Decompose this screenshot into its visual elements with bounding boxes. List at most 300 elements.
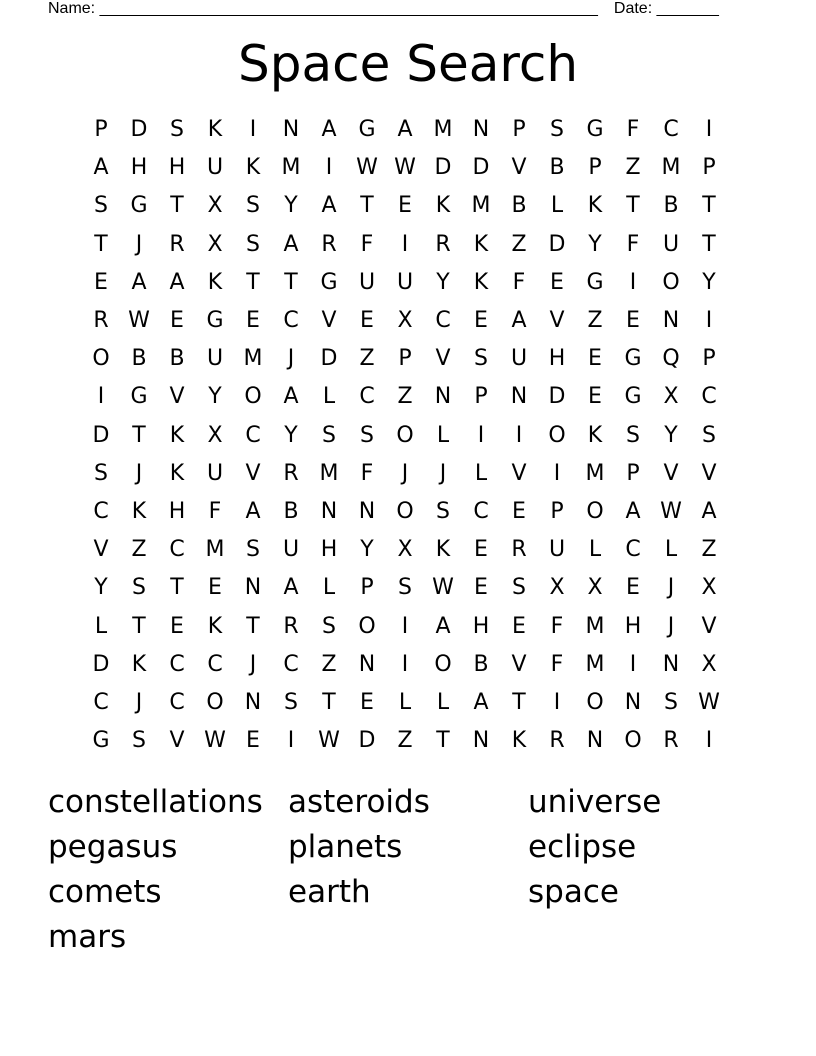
grid-cell: N [320,498,338,524]
grid-cell: N [358,651,376,677]
grid-cell: K [131,498,147,524]
grid-cell: N [586,728,604,754]
grid-cell: D [434,155,452,181]
grid-cell: V [511,155,527,181]
grid-cell: D [92,422,110,448]
grid-cell: T [360,193,374,219]
grid-cell: Z [359,346,375,372]
grid-cell: N [282,117,300,143]
grid-cell: T [132,613,146,639]
grid-row [82,226,728,264]
grid-cell: Y [284,193,298,219]
grid-cell: Z [625,155,641,181]
grid-row [82,607,728,645]
grid-cell: Q [662,346,680,372]
grid-cell: S [398,575,412,601]
grid-cell: T [626,193,640,219]
grid-cell: E [398,193,412,219]
grid-cell: N [624,689,642,715]
grid-cell: M [243,346,263,372]
grid-cell: D [548,384,566,410]
grid-cell: I [249,117,257,143]
grid-cell: V [511,651,527,677]
grid-cell: F [626,117,640,143]
grid-cell: H [320,537,338,563]
grid-cell: S [664,689,678,715]
grid-cell: A [435,613,451,639]
grid-cell: Y [94,575,108,601]
grid-cell: E [246,308,260,334]
grid-cell: E [170,308,184,334]
grid-cell: L [474,460,488,486]
grid-cell: B [663,193,679,219]
grid-cell: S [170,117,184,143]
word-list-item: universe [528,784,662,820]
grid-cell: Z [587,308,603,334]
grid-cell: S [246,193,260,219]
grid-cell: D [358,728,376,754]
grid-cell: P [512,117,526,143]
grid-cell: K [169,422,185,448]
word-list-item: eclipse [528,829,637,865]
grid-cell: E [208,575,222,601]
grid-cell: E [246,728,260,754]
grid-cell: C [207,651,223,677]
grid-cell: J [401,460,409,486]
grid-cell: E [512,498,526,524]
grid-cell: I [287,728,295,754]
grid-cell: M [585,460,605,486]
page-title: Space Search [237,35,579,93]
grid-cell: E [474,537,488,563]
grid-cell: B [169,346,185,372]
grid-cell: A [473,689,489,715]
grid-cell: O [206,689,224,715]
grid-cell: T [132,422,146,448]
grid-cell: A [131,269,147,295]
grid-cell: J [667,613,675,639]
grid-cell: T [436,728,450,754]
grid-cell: N [244,689,262,715]
word-list-item: constellations [48,784,263,820]
grid-cell: A [283,575,299,601]
grid-cell: S [322,613,336,639]
grid-row [82,264,728,302]
grid-cell: B [511,193,527,219]
grid-cell: R [663,728,679,754]
grid-cell: C [169,537,185,563]
word-list-item: earth [288,874,371,910]
grid-cell: O [434,651,452,677]
grid-cell: K [207,269,223,295]
grid-cell: K [245,155,261,181]
grid-row [82,722,728,760]
grid-cell: I [401,651,409,677]
header [48,0,719,18]
grid-cell: K [169,460,185,486]
grid-cell: A [625,498,641,524]
word-list-item: asteroids [288,784,430,820]
grid-row [82,493,728,531]
grid-cell: F [208,498,222,524]
grid-cell: Y [284,422,298,448]
grid-cell: M [281,155,301,181]
grid-cell: G [92,728,110,754]
grid-cell: H [168,155,186,181]
grid-cell: C [93,689,109,715]
grid-cell: F [360,460,374,486]
grid-cell: E [170,613,184,639]
grid-cell: E [550,269,564,295]
grid-cell: P [94,117,108,143]
grid-cell: T [512,689,526,715]
grid-cell: M [205,537,225,563]
grid-cell: P [398,346,412,372]
grid-row [82,417,728,455]
grid-cell: Y [436,269,450,295]
grid-cell: P [588,155,602,181]
grid-cell: R [93,308,109,334]
grid-cell: F [626,231,640,257]
grid-cell: A [245,498,261,524]
grid-cell: X [207,231,223,257]
grid-cell: A [511,308,527,334]
grid-cell: E [626,308,640,334]
grid-cell: U [358,269,376,295]
grid-cell: G [586,117,604,143]
grid-cell: J [667,575,675,601]
grid-cell: G [586,269,604,295]
grid-cell: G [130,193,148,219]
grid-cell: R [283,460,299,486]
grid-cell: O [662,269,680,295]
grid-cell: D [472,155,490,181]
grid-cell: N [244,575,262,601]
grid-cell: U [282,537,300,563]
grid-cell: H [472,613,490,639]
grid-cell: W [660,498,682,524]
grid-cell: K [207,613,223,639]
grid-cell: O [624,728,642,754]
grid-cell: U [662,231,680,257]
grid-cell: O [92,346,110,372]
grid-cell: Z [321,651,337,677]
grid-cell: R [321,231,337,257]
grid-cell: K [511,728,527,754]
grid-cell: C [169,651,185,677]
grid-cell: T [246,269,260,295]
grid-cell: K [587,193,603,219]
grid-row [82,569,728,607]
grid-cell: Y [360,537,374,563]
grid-cell: I [553,460,561,486]
grid-cell: S [512,575,526,601]
grid-cell: J [135,689,143,715]
grid-cell: D [548,231,566,257]
grid-cell: N [662,651,680,677]
grid-cell: K [473,231,489,257]
grid-row [82,646,728,684]
grid-cell: S [132,728,146,754]
grid-cell: X [397,308,413,334]
grid-cell: E [512,613,526,639]
grid-cell: J [287,346,295,372]
grid-cell: M [585,651,605,677]
grid-cell: R [511,537,527,563]
grid-cell: K [207,117,223,143]
grid-cell: L [322,575,336,601]
grid-cell: P [550,498,564,524]
grid-cell: J [249,651,257,677]
grid-cell: E [474,575,488,601]
grid-cell: W [318,728,340,754]
grid-cell: S [284,689,298,715]
grid-cell: O [396,498,414,524]
grid-cell: O [358,613,376,639]
grid-cell: Z [397,728,413,754]
grid-cell: E [474,308,488,334]
grid-cell: H [548,346,566,372]
grid-cell: C [283,651,299,677]
grid-cell: V [169,384,185,410]
grid-cell: G [624,384,642,410]
grid-cell: N [358,498,376,524]
grid-cell: M [319,460,339,486]
grid-cell: R [283,613,299,639]
grid-cell: E [94,269,108,295]
grid-cell: F [550,651,564,677]
grid-cell: B [283,498,299,524]
grid-cell: P [702,155,716,181]
word-list-item: comets [48,874,162,910]
grid-cell: I [97,384,105,410]
grid-row [82,187,728,225]
grid-cell: L [436,689,450,715]
grid-cell: I [325,155,333,181]
grid-cell: S [360,422,374,448]
grid-cell: Y [702,269,716,295]
grid-cell: Z [511,231,527,257]
grid-cell: G [320,269,338,295]
grid-cell: V [549,308,565,334]
grid-cell: I [629,269,637,295]
grid-cell: S [474,346,488,372]
grid-cell: L [322,384,336,410]
name-field-label: Name: ________________________________________________________ [48,0,598,17]
grid-cell: M [433,117,453,143]
grid-cell: L [664,537,678,563]
grid-cell: W [128,308,150,334]
grid-cell: C [435,308,451,334]
grid-cell: W [204,728,226,754]
date-field-label: Date: _______ [613,0,719,17]
grid-cell: L [436,422,450,448]
grid-cell: S [246,231,260,257]
grid-cell: M [661,155,681,181]
grid-cell: I [705,728,713,754]
grid-cell: X [663,384,679,410]
grid-cell: S [132,575,146,601]
grid-cell: G [624,346,642,372]
grid-cell: W [432,575,454,601]
grid-cell: I [515,422,523,448]
grid-cell: D [92,651,110,677]
grid-cell: K [435,193,451,219]
grid-cell: A [283,384,299,410]
grid-cell: C [283,308,299,334]
grid-cell: F [550,613,564,639]
grid-cell: V [93,537,109,563]
grid-cell: A [169,269,185,295]
letter-grid [82,111,728,760]
grid-cell: V [321,308,337,334]
grid-cell: U [206,155,224,181]
grid-cell: A [321,193,337,219]
grid-cell: U [206,460,224,486]
grid-cell: J [135,460,143,486]
grid-cell: X [207,193,223,219]
grid-cell: T [246,613,260,639]
grid-cell: I [705,117,713,143]
grid-cell: X [701,575,717,601]
grid-cell: A [321,117,337,143]
grid-cell: B [549,155,565,181]
grid-cell: P [360,575,374,601]
grid-cell: I [705,308,713,334]
grid-cell: K [473,269,489,295]
grid-cell: I [477,422,485,448]
word-list-item: mars [48,919,127,955]
grid-cell: T [94,231,108,257]
grid-cell: P [474,384,488,410]
grid-cell: D [320,346,338,372]
grid-cell: T [170,193,184,219]
grid-row [82,149,728,187]
grid-cell: G [130,384,148,410]
grid-cell: N [472,728,490,754]
grid-cell: N [472,117,490,143]
grid-cell: E [588,346,602,372]
grid-cell: S [94,460,108,486]
grid-cell: O [396,422,414,448]
grid-cell: V [511,460,527,486]
grid-cell: J [439,460,447,486]
grid-row [82,340,728,378]
grid-cell: B [473,651,489,677]
grid-cell: C [359,384,375,410]
grid-cell: M [585,613,605,639]
grid-cell: S [550,117,564,143]
grid-cell: V [701,613,717,639]
grid-cell: A [283,231,299,257]
grid-cell: S [702,422,716,448]
grid-cell: N [662,308,680,334]
grid-cell: T [702,231,716,257]
grid-cell: C [169,689,185,715]
grid-cell: P [626,460,640,486]
grid-cell: V [663,460,679,486]
grid-cell: P [702,346,716,372]
grid-cell: X [587,575,603,601]
grid-cell: V [169,728,185,754]
grid-cell: E [360,689,374,715]
grid-cell: K [587,422,603,448]
grid-cell: T [170,575,184,601]
grid-cell: S [436,498,450,524]
grid-cell: Z [701,537,717,563]
grid-cell: C [93,498,109,524]
grid-cell: W [394,155,416,181]
grid-cell: X [397,537,413,563]
grid-cell: L [398,689,412,715]
grid-cell: H [168,498,186,524]
grid-cell: T [322,689,336,715]
grid-cell: K [131,651,147,677]
grid-cell: W [356,155,378,181]
word-list-item: planets [288,829,403,865]
grid-row [82,302,728,340]
word-list [48,780,768,960]
grid-cell: A [397,117,413,143]
grid-cell: A [93,155,109,181]
grid-cell: S [246,537,260,563]
grid-cell: W [698,689,720,715]
grid-cell: V [245,460,261,486]
grid-cell: V [701,460,717,486]
grid-row [82,378,728,416]
grid-cell: G [206,308,224,334]
grid-cell: Y [588,231,602,257]
grid-row [82,531,728,569]
grid-cell: H [130,155,148,181]
grid-row [82,111,728,149]
grid-cell: S [94,193,108,219]
grid-cell: N [434,384,452,410]
grid-cell: C [663,117,679,143]
grid-cell: X [549,575,565,601]
grid-cell: R [549,728,565,754]
grid-cell: X [207,422,223,448]
grid-cell: T [702,193,716,219]
grid-cell: R [435,231,451,257]
grid-cell: L [94,613,108,639]
grid-cell: L [588,537,602,563]
grid-cell: K [435,537,451,563]
grid-cell: U [206,346,224,372]
word-list-item: space [528,874,619,910]
grid-cell: S [626,422,640,448]
grid-cell: X [701,651,717,677]
grid-cell: H [624,613,642,639]
grid-row [82,684,728,722]
grid-cell: F [512,269,526,295]
grid-cell: C [245,422,261,448]
grid-cell: D [130,117,148,143]
grid-cell: I [553,689,561,715]
grid-cell: I [401,231,409,257]
grid-cell: U [548,537,566,563]
grid-row [82,455,728,493]
grid-cell: O [586,689,604,715]
grid-cell: T [284,269,298,295]
grid-cell: Y [664,422,678,448]
grid-cell: F [360,231,374,257]
grid-cell: G [358,117,376,143]
grid-cell: E [360,308,374,334]
grid-cell: E [588,384,602,410]
grid-cell: A [701,498,717,524]
grid-cell: I [401,613,409,639]
